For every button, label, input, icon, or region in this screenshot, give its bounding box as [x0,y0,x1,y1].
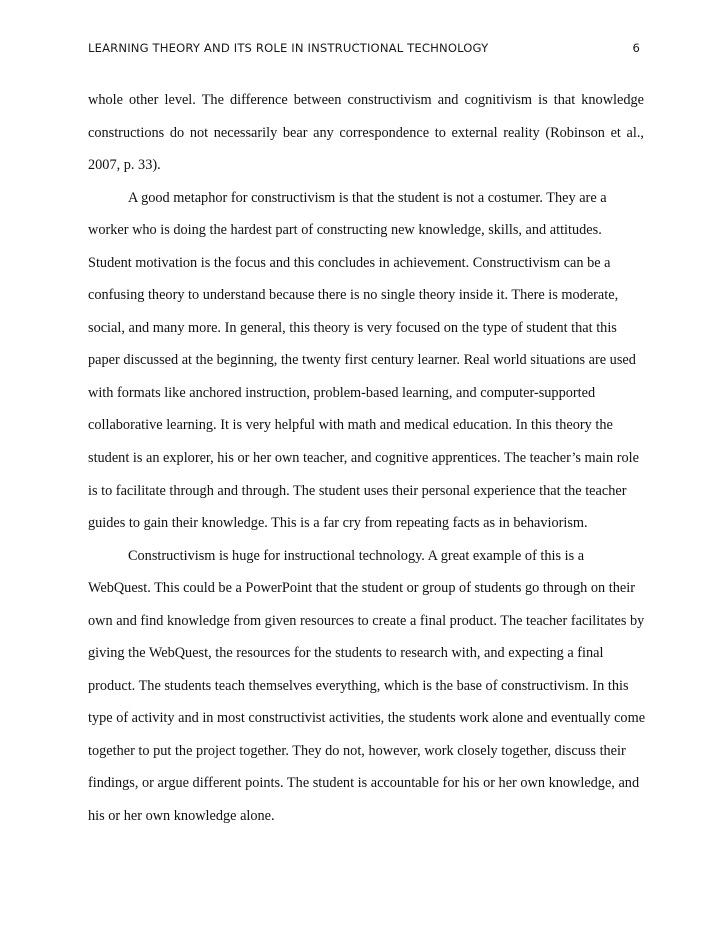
text-line: worker who is doing the hardest part of constructing new knowledge, skills, and attitudes. [88,222,602,239]
text-line: student is an explorer, his or her own teacher, and cognitive apprentices. The teacher’s main role [88,450,639,467]
text-line: A good metaphor for constructivism is that the student is not a costumer. They are a [128,189,607,206]
page-number: 6 [632,41,640,55]
text-line: own and find knowledge from given resources to create a final product. The teacher facilitates by [88,612,645,629]
text-line: collaborative learning. It is very helpful with math and medical education. In this theory the [88,417,613,434]
text-line: giving the WebQuest, the resources for the students to research with, and expecting a final [88,645,604,662]
text-line: 2007, p. 33). [88,157,161,174]
text-line: type of activity and in most constructivist activities, the students work alone and eventually come [88,710,646,727]
text-line: product. The students teach themselves everything, which is the base of constructivism. In this [88,677,629,694]
text-line: Constructivism is huge for instructional technology. A great example of this is a [128,547,585,564]
text-line: Student motivation is the focus and this concludes in achievement. Constructivism can be a [88,254,611,271]
text-line: together to put the project together. They do not, however, work closely together, discuss their [88,742,626,759]
text-line: whole other level. The difference between constructivism and cognitivism is that knowledge [88,92,644,108]
running-header-title: LEARNING THEORY AND ITS ROLE IN INSTRUCTIONAL TECHNOLOGY [88,41,489,55]
text-line: confusing theory to understand because there is no single theory inside it. There is moderate, [88,287,619,304]
text-line: WebQuest. This could be a PowerPoint that the student or group of students go through on their [88,580,635,597]
text-line: guides to gain their knowledge. This is a far cry from repeating facts as in behaviorism. [88,515,588,532]
body-text [88,84,644,833]
text-line: constructions do not necessarily bear any correspondence to external reality (Robinson et al., [88,124,644,141]
text-line: is to facilitate through and through. The student uses their personal experience that the teacher [88,482,627,499]
text-line: his or her own knowledge alone. [88,808,275,825]
text-line: with formats like anchored instruction, problem-based learning, and computer-supported [88,384,596,401]
running-header [88,41,640,61]
text-line: findings, or argue different points. The student is accountable for his or her own knowledge, and [88,775,640,792]
text-line: paper discussed at the beginning, the twenty first century learner. Real world situations are used [88,352,636,369]
text-line: social, and many more. In general, this theory is very focused on the type of student that this [88,319,617,336]
